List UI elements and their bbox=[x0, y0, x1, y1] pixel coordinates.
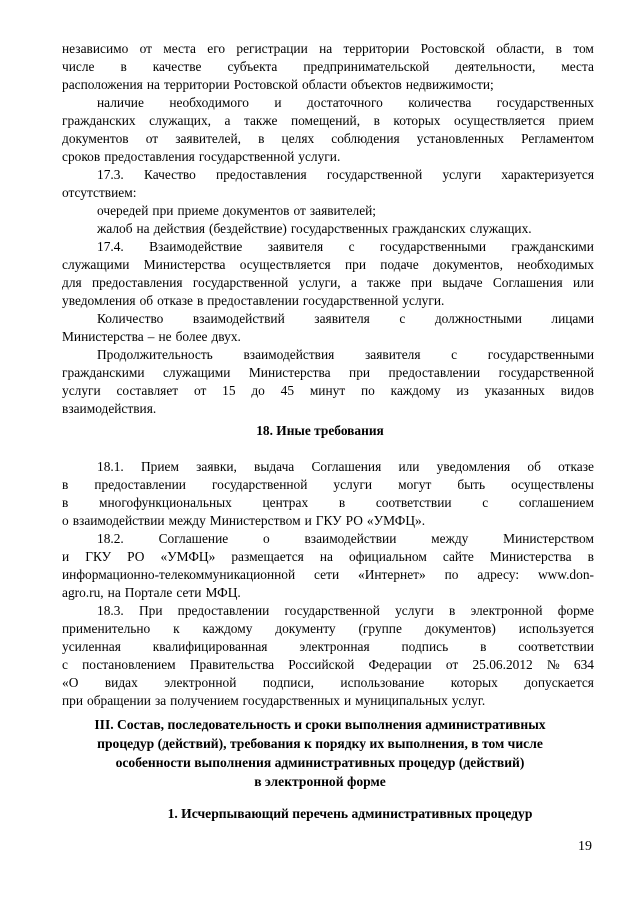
text-line: жалоб на действия (бездействие) государственных гражданских служащих. bbox=[97, 221, 532, 236]
text-line: документов от заявителей, в целях соблюдения установленных Регламентом bbox=[62, 131, 594, 146]
text-line: для предоставления государственной услуги, а также при выдаче Соглашения или bbox=[62, 275, 594, 290]
text-line: 18.2. Соглашение о взаимодействии между Министерством bbox=[97, 531, 594, 546]
text-line: числе в качестве субъекта предпринимательской деятельности, места bbox=[62, 59, 594, 74]
text-line: в многофункциональных центрах в соответствии с соглашением bbox=[62, 495, 594, 510]
text-line: с постановлением Правительства Российской Федерации от 25.06.2012 № 634 bbox=[62, 657, 594, 672]
text-line: очередей при приеме документов от заявителей; bbox=[97, 203, 377, 218]
section-18-heading: 18. Иные требования bbox=[256, 423, 384, 438]
text-line: уведомления об отказе в предоставлении государственной услуги. bbox=[62, 293, 445, 308]
text-line: при обращении за получением государственных и муниципальных услуг. bbox=[62, 693, 486, 708]
text-line: независимо от места его регистрации на территории Ростовской области, в том bbox=[62, 41, 594, 56]
text-line: применительно к каждому документу (группе документов) используется bbox=[62, 621, 594, 636]
text-line: 17.4. Взаимодействие заявителя с государственными гражданскими bbox=[97, 239, 594, 254]
text-line: услуги составляет от 15 до 45 минут по каждому из указанных видов bbox=[62, 383, 594, 398]
text-line: гражданскими служащими Министерства при предоставлении государственной bbox=[62, 365, 594, 380]
text-line: наличие необходимого и достаточного количества государственных bbox=[97, 95, 594, 110]
section-3-heading-line-4: в электронной форме bbox=[254, 774, 386, 789]
text-line: agro.ru, на Портале сети МФЦ. bbox=[62, 585, 241, 600]
text-line: 18.3. При предоставлении государственной услуги в электронной форме bbox=[97, 603, 594, 618]
page-number: 19 bbox=[578, 839, 592, 854]
text-line: сроков предоставления государственной услуги. bbox=[62, 149, 341, 164]
text-line: «О видах электронной подписи, использование которых допускается bbox=[62, 675, 594, 690]
text-line: информационно-телекоммуникационной сети «Интернет» по адресу: www.don- bbox=[62, 567, 594, 582]
text-line: 17.3. Качество предоставления государственной услуги характеризуется bbox=[97, 167, 594, 182]
text-line: служащими Министерства осуществляется при подаче документов, необходимых bbox=[62, 257, 594, 272]
text-line: о взаимодействии между Министерством и ГКУ РО «УМФЦ». bbox=[62, 513, 426, 528]
text-line: отсутствием: bbox=[62, 185, 137, 200]
section-3-heading-line-1: III. Состав, последовательность и сроки выполнения административных bbox=[94, 717, 546, 732]
text-line: гражданских служащих, а также помещений, в которых осуществляется прием bbox=[62, 113, 594, 128]
subsection-1-heading: 1. Исчерпывающий перечень административных процедур bbox=[167, 806, 533, 821]
section-3-heading-line-3: особенности выполнения административных процедур (действий) bbox=[115, 755, 525, 770]
section-3-heading-line-2: процедур (действий), требования к порядку их выполнения, в том числе bbox=[97, 736, 543, 751]
text-line: усиленная квалифицированная электронная подпись в соответствии bbox=[62, 639, 594, 654]
text-line: Продолжительность взаимодействия заявителя с государственными bbox=[97, 347, 594, 362]
text-line: расположения на территории Ростовской области объектов недвижимости; bbox=[62, 77, 494, 92]
text-line: 18.1. Прием заявки, выдача Соглашения или уведомления об отказе bbox=[97, 459, 594, 474]
text-line: Министерства – не более двух. bbox=[62, 329, 241, 344]
text-line: взаимодействия. bbox=[62, 401, 157, 416]
text-line: и ГКУ РО «УМФЦ» размещается на официальном сайте Министерства в bbox=[62, 549, 594, 564]
text-line: Количество взаимодействий заявителя с должностными лицами bbox=[97, 311, 594, 326]
text-line: в предоставлении государственной услуги могут быть осуществлены bbox=[62, 477, 594, 492]
